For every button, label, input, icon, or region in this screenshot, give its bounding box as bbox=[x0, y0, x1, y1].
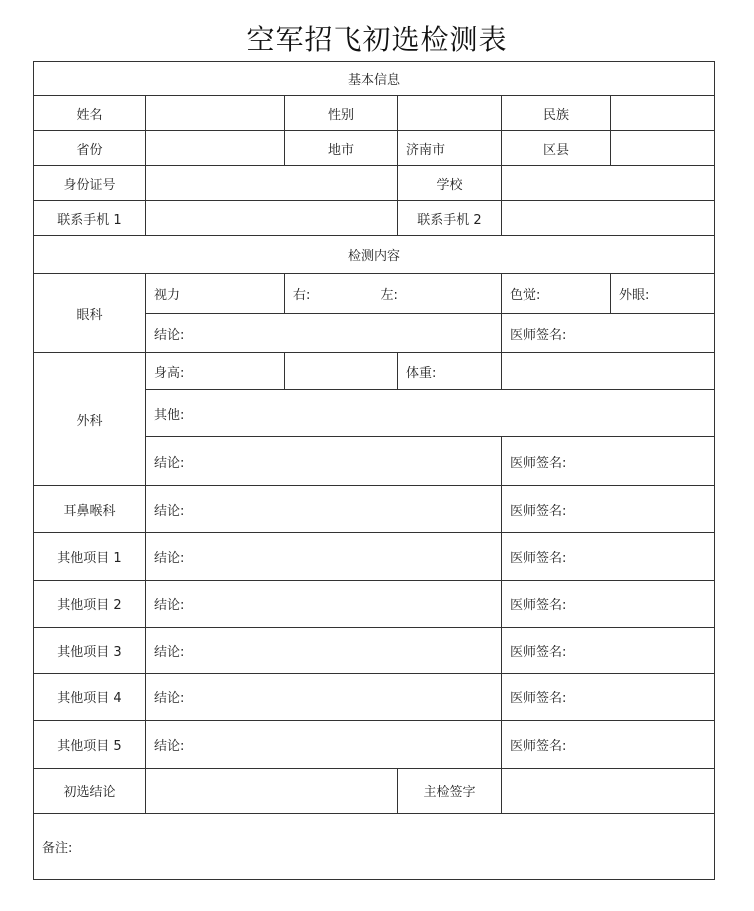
other-item-1-doctor-sign-field[interactable]: 医师签名: bbox=[502, 533, 715, 580]
city-label: 地市 bbox=[285, 131, 398, 166]
ethnicity-field[interactable] bbox=[611, 96, 715, 131]
eye-doctor-sign-field[interactable]: 医师签名: bbox=[502, 314, 715, 353]
surgery-doctor-sign-field[interactable]: 医师签名: bbox=[502, 437, 715, 486]
vision-field[interactable] bbox=[285, 274, 502, 314]
inspection-form-table bbox=[33, 61, 715, 880]
other-item-3-conclusion-field[interactable]: 结论: bbox=[146, 627, 502, 673]
other-item-3-doctor-sign-field[interactable]: 医师签名: bbox=[502, 627, 715, 673]
external-eye-field[interactable]: 外眼: bbox=[611, 274, 715, 314]
province-label: 省份 bbox=[34, 131, 146, 166]
phone2-label: 联系手机 2 bbox=[398, 201, 502, 236]
other-item-5-doctor-sign-field[interactable]: 医师签名: bbox=[502, 720, 715, 768]
other-item-5-conclusion-field[interactable]: 结论: bbox=[146, 720, 502, 768]
school-label: 学校 bbox=[398, 166, 502, 201]
province-field[interactable] bbox=[146, 131, 285, 166]
section-basic-info: 基本信息 bbox=[34, 62, 715, 96]
gender-label: 性别 bbox=[285, 96, 398, 131]
section-test-content: 检测内容 bbox=[34, 236, 715, 274]
final-conclusion-field[interactable] bbox=[146, 768, 398, 813]
other-item-4-doctor-sign-field[interactable]: 医师签名: bbox=[502, 673, 715, 720]
ent-doctor-sign-field[interactable]: 医师签名: bbox=[502, 486, 715, 533]
other-item-1-conclusion-field[interactable]: 结论: bbox=[146, 533, 502, 580]
name-label: 姓名 bbox=[34, 96, 146, 131]
phone2-field[interactable] bbox=[502, 201, 715, 236]
ethnicity-label: 民族 bbox=[502, 96, 611, 131]
gender-field[interactable] bbox=[398, 96, 502, 131]
vision-right-label: 右: bbox=[293, 288, 311, 304]
phone1-label: 联系手机 1 bbox=[34, 201, 146, 236]
chief-sign-label: 主检签字 bbox=[398, 768, 502, 813]
surgery-label: 外科 bbox=[34, 353, 146, 486]
color-vision-field[interactable]: 色觉: bbox=[502, 274, 611, 314]
form-title: 空军招飞初选检测表 bbox=[246, 23, 508, 56]
ent-label: 耳鼻喉科 bbox=[34, 486, 146, 533]
phone1-field[interactable] bbox=[146, 201, 398, 236]
height-label: 身高: bbox=[146, 353, 285, 390]
other-item-5-label: 其他项目 5 bbox=[34, 720, 146, 768]
city-field[interactable]: 济南市 bbox=[398, 131, 502, 166]
other-item-2-conclusion-field[interactable]: 结论: bbox=[146, 580, 502, 627]
other-item-2-doctor-sign-field[interactable]: 医师签名: bbox=[502, 580, 715, 627]
weight-label: 体重: bbox=[398, 353, 502, 390]
vision-left-label: 左: bbox=[380, 288, 398, 304]
remarks-field[interactable]: 备注: bbox=[34, 813, 715, 879]
eye-conclusion-field[interactable]: 结论: bbox=[146, 314, 502, 353]
other-item-4-label: 其他项目 4 bbox=[34, 673, 146, 720]
school-field[interactable] bbox=[502, 166, 715, 201]
other-item-1-label: 其他项目 1 bbox=[34, 533, 146, 580]
county-label: 区县 bbox=[502, 131, 611, 166]
chief-sign-field[interactable] bbox=[502, 768, 715, 813]
final-conclusion-label: 初选结论 bbox=[34, 768, 146, 813]
name-field[interactable] bbox=[146, 96, 285, 131]
id-number-field[interactable] bbox=[146, 166, 398, 201]
ent-conclusion-field[interactable]: 结论: bbox=[146, 486, 502, 533]
vision-label: 视力 bbox=[146, 274, 285, 314]
other-item-2-label: 其他项目 2 bbox=[34, 580, 146, 627]
height-field[interactable] bbox=[285, 353, 398, 390]
other-item-3-label: 其他项目 3 bbox=[34, 627, 146, 673]
weight-field[interactable] bbox=[502, 353, 715, 390]
eye-label: 眼科 bbox=[34, 274, 146, 353]
other-item-4-conclusion-field[interactable]: 结论: bbox=[146, 673, 502, 720]
surgery-other-field[interactable]: 其他: bbox=[146, 390, 715, 437]
id-number-label: 身份证号 bbox=[34, 166, 146, 201]
surgery-conclusion-field[interactable]: 结论: bbox=[146, 437, 502, 486]
county-field[interactable] bbox=[611, 131, 715, 166]
